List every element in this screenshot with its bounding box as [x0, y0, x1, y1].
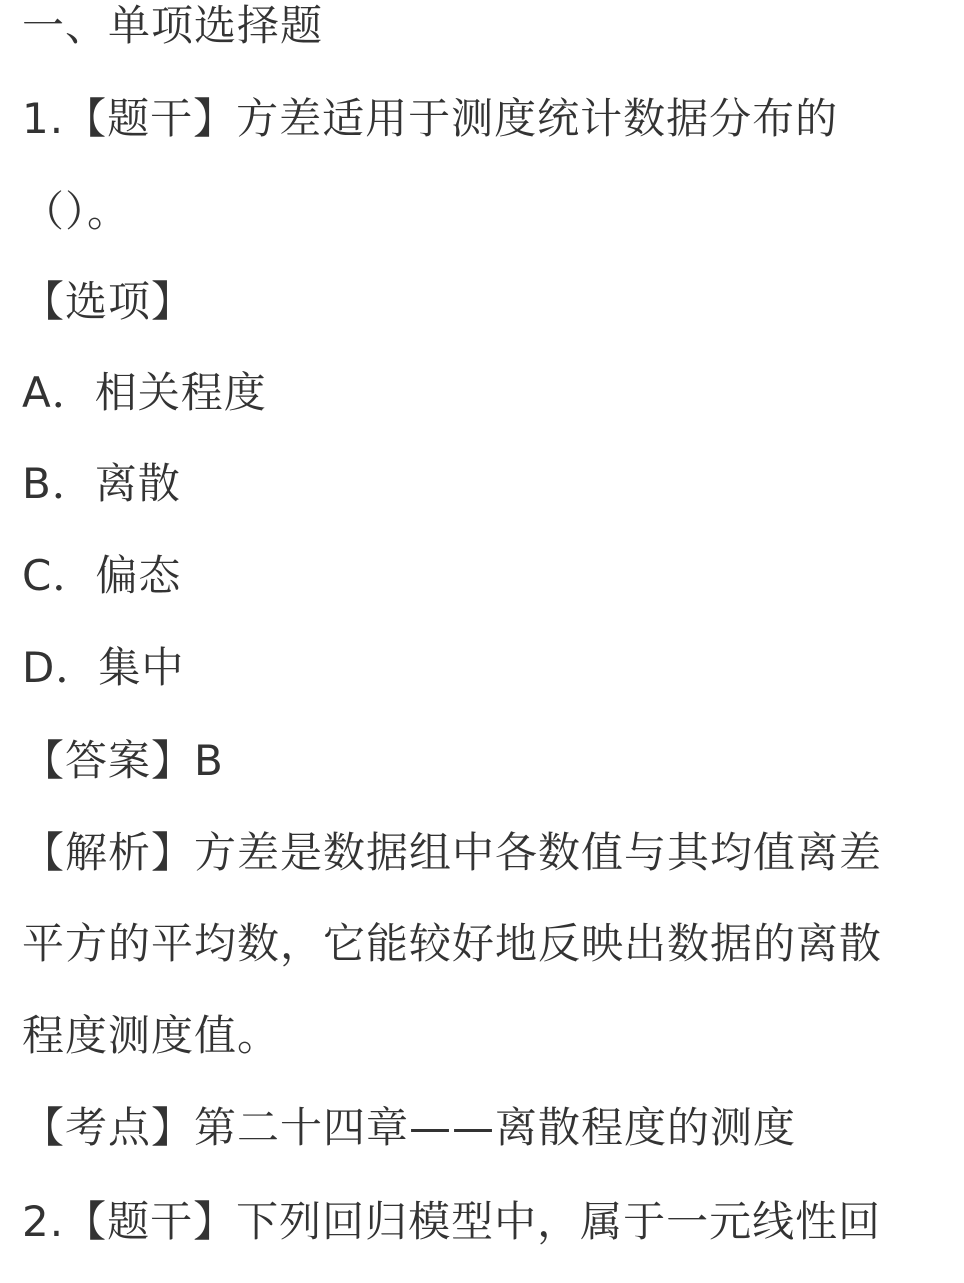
q1-option-a: A．相关程度 [22, 368, 267, 417]
q1-topic: 【考点】第二十四章——离散程度的测度 [22, 1103, 797, 1152]
q2-stem-line-1: 2.【题干】下列回归模型中，属于一元线性回 [22, 1197, 882, 1246]
q1-option-d: D．集中 [22, 643, 185, 692]
q1-option-c: C．偏态 [22, 551, 182, 600]
q1-options-label: 【选项】 [22, 277, 195, 326]
section-title: 一、单项选择题 [22, 1, 324, 50]
q1-stem-line-2: （）。 [22, 187, 131, 236]
q1-analysis-line-3: 程度测度值。 [22, 1011, 281, 1060]
q1-option-b: B．离散 [22, 459, 181, 508]
q1-answer: 【答案】B [22, 736, 224, 785]
q1-analysis-line-1: 【解析】方差是数据组中各数值与其均值离差 [22, 828, 883, 877]
q1-analysis-line-2: 平方的平均数，它能较好地反映出数据的离散 [22, 919, 883, 968]
q1-stem-line-1: 1.【题干】方差适用于测度统计数据分布的 [22, 94, 839, 143]
